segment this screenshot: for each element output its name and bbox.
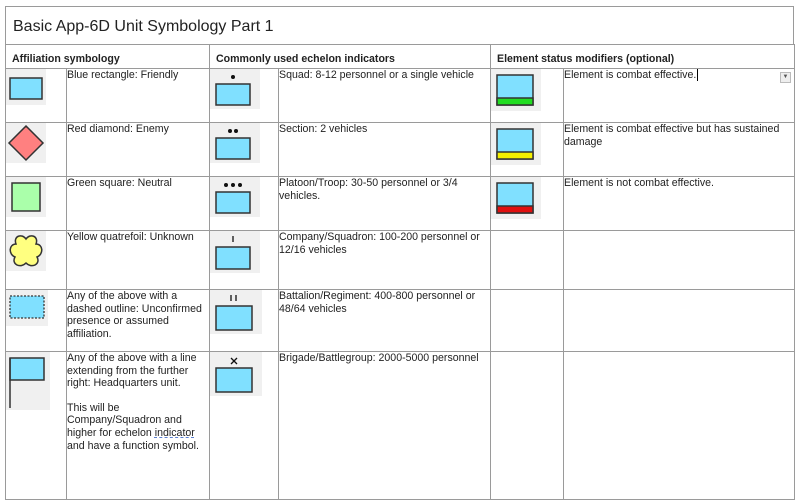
echelon-text: Brigade/Battlegroup: 2000-5000 personnel xyxy=(279,352,491,500)
text-cursor xyxy=(697,69,698,81)
affiliation-icon-cell xyxy=(6,177,67,231)
brigade-icon xyxy=(210,352,262,396)
empty-cell xyxy=(491,290,564,352)
affiliation-text-cell xyxy=(67,352,210,500)
echelon-text: Platoon/Troop: 30-50 personnel or 3/4 vehicles. xyxy=(279,177,491,231)
red-diamond-icon xyxy=(6,123,46,163)
echelon-icon-cell xyxy=(210,290,279,352)
affiliation-icon-cell xyxy=(6,123,67,177)
affiliation-icon-cell xyxy=(6,352,67,500)
status-text: Element is combat effective. xyxy=(564,69,697,81)
affiliation-text: Any of the above with a line extending from the further right: Headquarters unit. xyxy=(67,352,197,390)
combat-effective-icon xyxy=(491,69,541,111)
dashed-rectangle-icon xyxy=(6,290,48,326)
section-icon xyxy=(210,123,260,163)
battalion-icon xyxy=(210,290,262,334)
document xyxy=(5,6,794,500)
empty-cell xyxy=(564,290,795,352)
affiliation-note: This will be Company/Squadron and higher for echelon indicator and have a function symbol. xyxy=(67,401,199,452)
table-row xyxy=(6,352,795,500)
page-title: Basic App-6D Unit Symbology Part 1 xyxy=(5,6,794,45)
platoon-icon xyxy=(210,177,260,217)
status-text-cell[interactable] xyxy=(564,69,795,123)
table-row xyxy=(6,290,795,352)
table-row xyxy=(6,177,795,231)
affiliation-text: Any of the above with a dashed outline: Unconfirmed presence or assumed affiliation. xyxy=(67,290,210,352)
blue-rectangle-icon xyxy=(6,69,46,105)
squad-icon xyxy=(210,69,260,109)
status-icon-cell xyxy=(491,123,564,177)
status-header: Element status modifiers (optional) xyxy=(491,45,795,69)
affiliation-icon-cell xyxy=(6,290,67,352)
empty-cell xyxy=(564,231,795,290)
not-effective-icon xyxy=(491,177,541,219)
spellcheck-word: indicator xyxy=(154,426,195,439)
echelon-icon-cell xyxy=(210,123,279,177)
echelon-icon-cell xyxy=(210,177,279,231)
echelon-text: Section: 2 vehicles xyxy=(279,123,491,177)
affiliation-icon-cell xyxy=(6,69,67,123)
affiliation-text: Blue rectangle: Friendly xyxy=(67,69,210,123)
green-square-icon xyxy=(6,177,46,217)
echelon-icon-cell xyxy=(210,231,279,290)
status-icon-cell xyxy=(491,69,564,123)
echelon-text: Squad: 8-12 personnel or a single vehicle xyxy=(279,69,491,123)
damaged-icon xyxy=(491,123,541,165)
dropdown-arrow-icon[interactable]: ▼ xyxy=(780,72,791,83)
symbology-table xyxy=(5,44,795,500)
table-row xyxy=(6,123,795,177)
echelon-text: Company/Squadron: 100-200 personnel or 12/16 vehicles xyxy=(279,231,491,290)
echelon-header: Commonly used echelon indicators xyxy=(210,45,491,69)
empty-cell xyxy=(564,352,795,500)
echelon-icon-cell xyxy=(210,352,279,500)
status-icon-cell xyxy=(491,177,564,231)
echelon-text: Battalion/Regiment: 400-800 personnel or 48/64 vehicles xyxy=(279,290,491,352)
affiliation-text: Yellow quatrefoil: Unknown xyxy=(67,231,210,290)
headquarters-staff-icon xyxy=(6,352,50,410)
echelon-icon-cell xyxy=(210,69,279,123)
yellow-quatrefoil-icon xyxy=(6,231,46,271)
status-text: Element is combat effective but has sustained damage xyxy=(564,123,795,177)
affiliation-icon-cell xyxy=(6,231,67,290)
company-icon xyxy=(210,231,260,273)
empty-cell xyxy=(491,231,564,290)
table-row xyxy=(6,69,795,123)
status-text: Element is not combat effective. xyxy=(564,177,795,231)
table-row xyxy=(6,231,795,290)
header-row xyxy=(6,45,795,69)
empty-cell xyxy=(491,352,564,500)
affiliation-text: Red diamond: Enemy xyxy=(67,123,210,177)
affiliation-text: Green square: Neutral xyxy=(67,177,210,231)
affiliation-header: Affiliation symbology xyxy=(6,45,210,69)
